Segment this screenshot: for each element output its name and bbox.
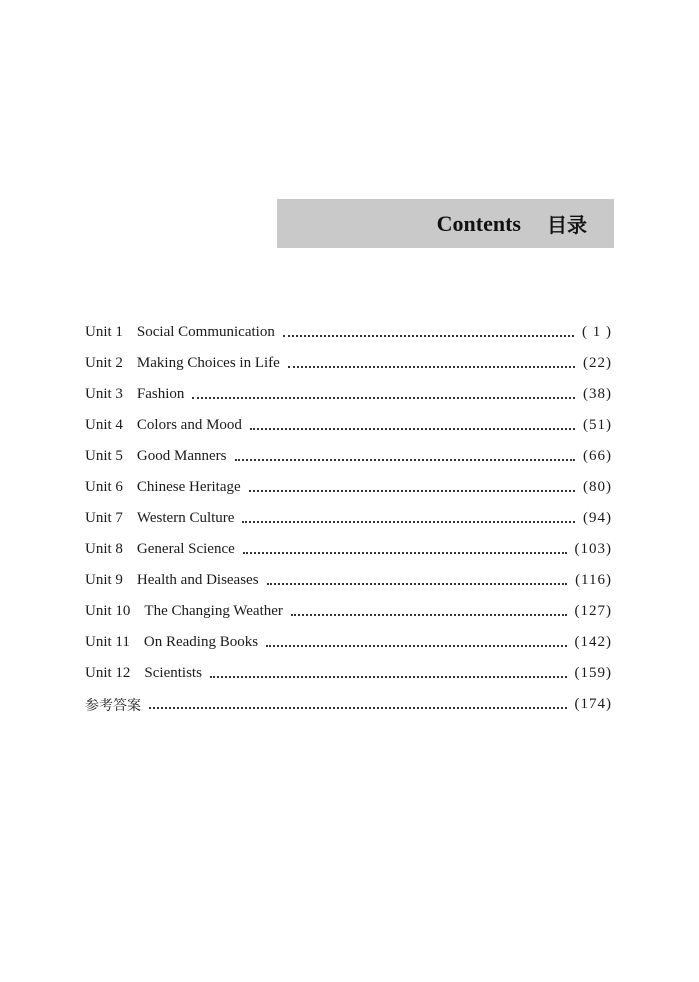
dot-leader bbox=[249, 490, 575, 492]
page-number: (51) bbox=[583, 417, 612, 433]
unit-number: Unit 12 bbox=[85, 665, 131, 681]
dot-leader bbox=[243, 552, 567, 554]
contents-title-band bbox=[277, 199, 614, 248]
unit-title: Making Choices in Life bbox=[136, 355, 280, 371]
unit-number: Unit 4 bbox=[85, 417, 123, 433]
page-number: (22) bbox=[583, 355, 612, 371]
unit-title: The Changing Weather bbox=[144, 603, 283, 619]
dot-leader bbox=[288, 366, 575, 368]
page-number: (66) bbox=[583, 448, 612, 464]
toc-entry-unit-7[interactable] bbox=[85, 503, 612, 534]
toc-entry-unit-1[interactable] bbox=[85, 317, 612, 348]
table-of-contents bbox=[85, 317, 612, 720]
dot-leader bbox=[266, 645, 566, 647]
page-number: (127) bbox=[574, 603, 612, 619]
dot-leader bbox=[283, 335, 574, 337]
page-number: (116) bbox=[575, 572, 612, 588]
dot-leader bbox=[149, 707, 567, 709]
unit-number: Unit 9 bbox=[85, 572, 123, 588]
unit-title: Chinese Heritage bbox=[136, 479, 241, 495]
toc-entry-answers[interactable] bbox=[85, 689, 612, 720]
answers-title: 参考答案 bbox=[85, 697, 141, 714]
unit-title: Western Culture bbox=[136, 510, 235, 526]
dot-leader bbox=[291, 614, 567, 616]
toc-entry-unit-12[interactable] bbox=[85, 658, 612, 689]
toc-entry-unit-9[interactable] bbox=[85, 565, 612, 596]
unit-number: Unit 5 bbox=[85, 448, 123, 464]
toc-entry-unit-3[interactable] bbox=[85, 379, 612, 410]
unit-title: Fashion bbox=[136, 386, 185, 402]
page-number: (142) bbox=[574, 634, 612, 650]
page-title-chinese: 目录 bbox=[547, 213, 587, 237]
unit-number: Unit 6 bbox=[85, 479, 123, 495]
unit-number: Unit 2 bbox=[85, 355, 123, 371]
toc-entry-unit-4[interactable] bbox=[85, 410, 612, 441]
unit-title: Health and Diseases bbox=[136, 572, 259, 588]
unit-title: On Reading Books bbox=[143, 634, 259, 650]
unit-number: Unit 3 bbox=[85, 386, 123, 402]
page-title: Contents bbox=[436, 210, 521, 236]
page-number: (94) bbox=[583, 510, 612, 526]
toc-entry-unit-11[interactable] bbox=[85, 627, 612, 658]
unit-title: Scientists bbox=[144, 665, 202, 681]
page-number: (159) bbox=[574, 665, 612, 681]
dot-leader bbox=[210, 676, 567, 678]
toc-entry-unit-10[interactable] bbox=[85, 596, 612, 627]
page-number: (38) bbox=[583, 386, 612, 402]
unit-title: Good Manners bbox=[136, 448, 227, 464]
unit-number: Unit 8 bbox=[85, 541, 123, 557]
unit-title: Colors and Mood bbox=[136, 417, 242, 433]
unit-title: General Science bbox=[136, 541, 235, 557]
dot-leader bbox=[242, 521, 575, 523]
unit-number: Unit 1 bbox=[85, 324, 123, 340]
dot-leader bbox=[235, 459, 576, 461]
page-number: (80) bbox=[583, 479, 612, 495]
dot-leader bbox=[250, 428, 575, 430]
toc-entry-unit-6[interactable] bbox=[85, 472, 612, 503]
page-number: (174) bbox=[574, 696, 612, 712]
dot-leader bbox=[267, 583, 568, 585]
dot-leader bbox=[192, 397, 575, 399]
toc-entry-unit-2[interactable] bbox=[85, 348, 612, 379]
unit-number: Unit 11 bbox=[85, 634, 130, 650]
page-number: ( 1 ) bbox=[582, 324, 612, 340]
unit-number: Unit 7 bbox=[85, 510, 123, 526]
toc-entry-unit-8[interactable] bbox=[85, 534, 612, 565]
unit-number: Unit 10 bbox=[85, 603, 131, 619]
page-number: (103) bbox=[574, 541, 612, 557]
toc-entry-unit-5[interactable] bbox=[85, 441, 612, 472]
unit-title: Social Communication bbox=[136, 324, 275, 340]
